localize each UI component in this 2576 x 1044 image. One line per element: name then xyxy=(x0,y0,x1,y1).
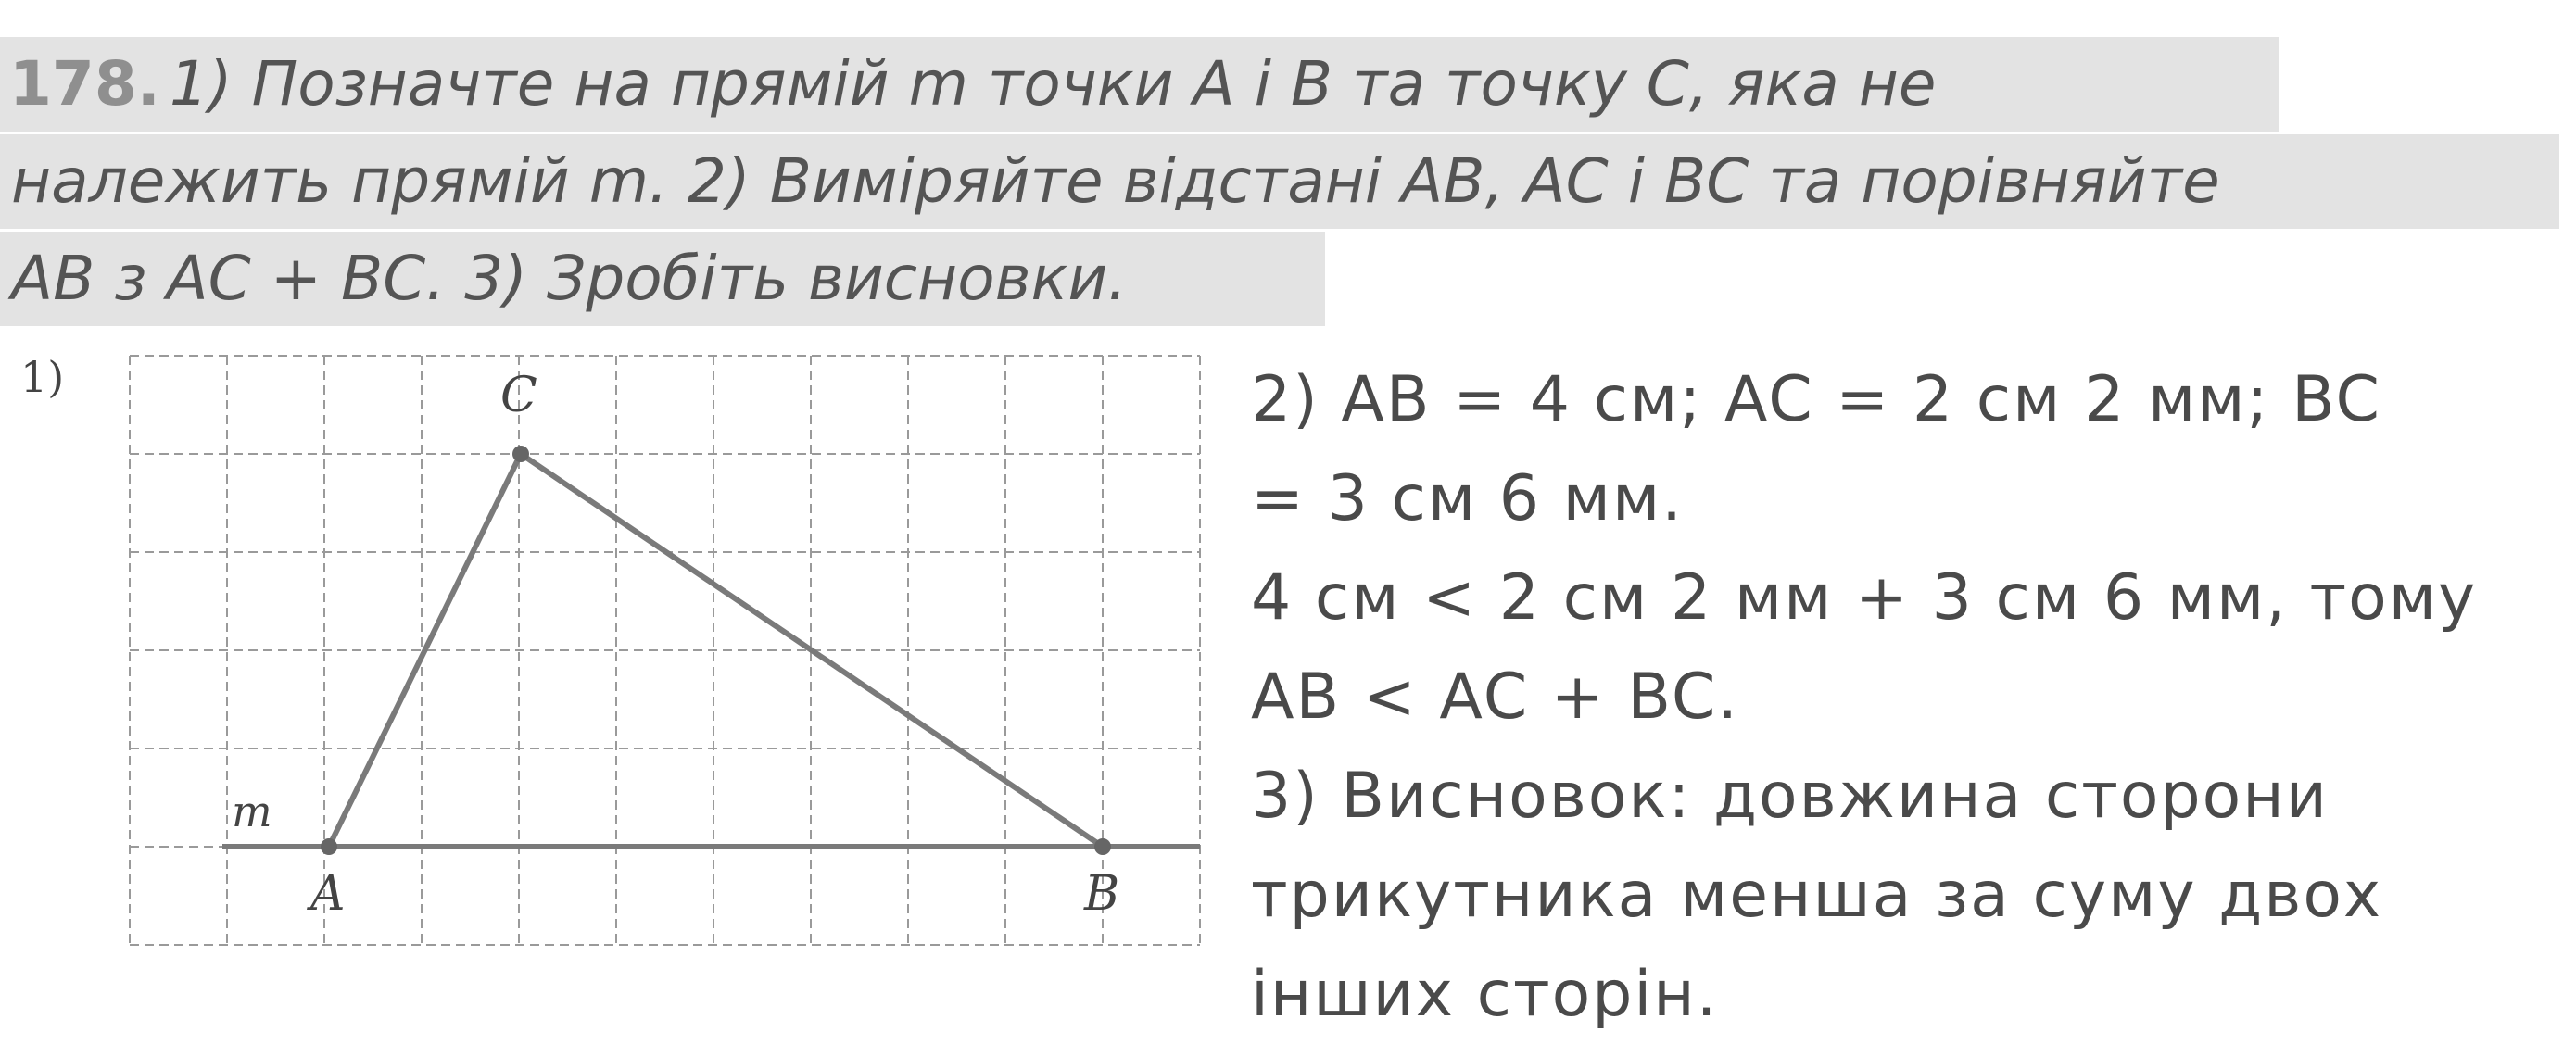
label-b: B xyxy=(1084,866,1120,922)
label-m: m xyxy=(232,786,272,836)
point-a xyxy=(321,838,337,855)
grid xyxy=(130,356,1200,945)
part-1-label: 1) xyxy=(20,352,65,402)
solution-line: інших сторін. xyxy=(1251,958,1719,1031)
task-line-3 xyxy=(0,232,1325,326)
solution-line: = 3 см 6 мм. xyxy=(1251,462,1684,535)
triangle-figure xyxy=(120,345,1214,956)
point-c xyxy=(512,446,529,462)
label-c: C xyxy=(500,368,537,423)
label-a: A xyxy=(310,866,346,922)
task-text-line-2: належить прямій m. 2) Виміряйте відстані AB, AC і BC та порівняйте xyxy=(11,145,2220,217)
task-text-line-1: 1) Позначте на прямій m точки A і B та точку C, яка не xyxy=(169,48,1937,119)
solution-line: 2) AB = 4 см; AC = 2 см 2 мм; BC xyxy=(1251,363,2381,436)
solution-line: AB < AC + BC. xyxy=(1251,660,1739,734)
task-line-1 xyxy=(0,37,2279,132)
solution-line: 3) Висновок: довжина сторони xyxy=(1251,760,2329,833)
task-number: 178. xyxy=(9,48,160,119)
point-b xyxy=(1094,838,1111,855)
solution-line: трикутника менша за суму двох xyxy=(1251,859,2383,932)
task-line-2 xyxy=(0,134,2559,229)
solution-line: 4 см < 2 см 2 мм + 3 см 6 мм, тому xyxy=(1251,561,2478,635)
task-text-line-3: AB з AC + BC. 3) Зробіть висновки. xyxy=(11,243,1128,314)
solution-text xyxy=(1251,350,2567,1044)
